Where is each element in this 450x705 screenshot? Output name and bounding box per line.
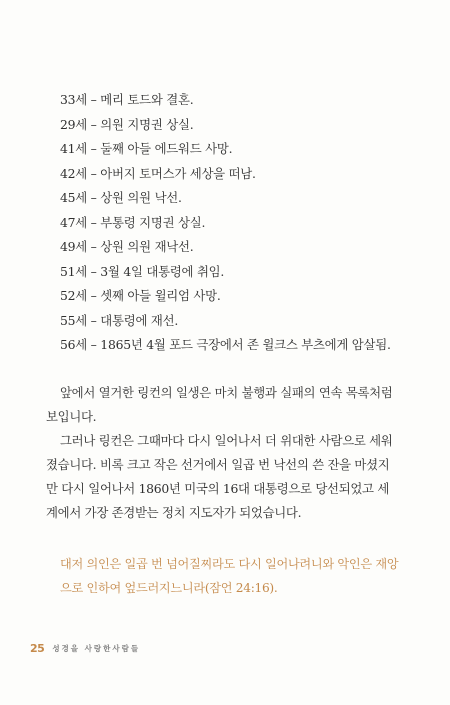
running-title: 성경을 사랑한사람들 xyxy=(52,643,141,653)
timeline-item: 55세 – 대통령에 재선. xyxy=(60,312,179,328)
body-text xyxy=(46,381,396,525)
page-footer xyxy=(30,640,140,656)
timeline-item: 45세 – 상원 의원 낙선. xyxy=(60,190,182,205)
timeline-item: 42세 – 아버지 토머스가 세상을 떠남. xyxy=(60,165,256,181)
quote-text: 대저 의인은 일곱 번 넘어질찌라도 다시 일어나려니와 악인은 재앙으로 인하여 엎드러지느니라(잠언 24:16). xyxy=(60,557,399,595)
page-number: 25 xyxy=(30,641,45,655)
timeline-item: 29세 – 의원 지명권 상실. xyxy=(60,116,194,132)
body-paragraph: 그러나 링컨은 그때마다 다시 일어나서 더 위대한 사람으로 세워졌습니다. 비록 크고 작은 선거에서 일곱 번 낙선의 쓴 잔을 마셨지만 다시 일어나서 1860년 미국의 16대 대통령으로 당선되었고 세계에서 가장 존경받는 정치 지도자가 되었습니다. xyxy=(46,433,393,520)
timeline-item: 49세 – 상원 의원 재낙선. xyxy=(60,239,194,254)
timeline-item: 41세 – 둘째 아들 에드워드 사망. xyxy=(60,141,233,156)
scripture-quote xyxy=(60,552,400,600)
body-paragraph: 앞에서 열거한 링컨의 일생은 마치 불행과 실패의 연속 목록처럼 보입니다. xyxy=(46,385,393,424)
timeline-item: 56세 – 1865년 4월 포드 극장에서 존 윌크스 부츠에게 암살됨. xyxy=(60,337,391,352)
lincoln-timeline-list xyxy=(60,88,420,358)
timeline-item: 51세 – 3월 4일 대통령에 취임. xyxy=(60,263,225,279)
timeline-item: 33세 – 메리 토드와 결혼. xyxy=(60,92,194,107)
timeline-item: 47세 – 부통령 지명권 상실. xyxy=(60,214,206,230)
timeline-item: 52세 – 셋째 아들 윌리엄 사망. xyxy=(60,288,221,303)
